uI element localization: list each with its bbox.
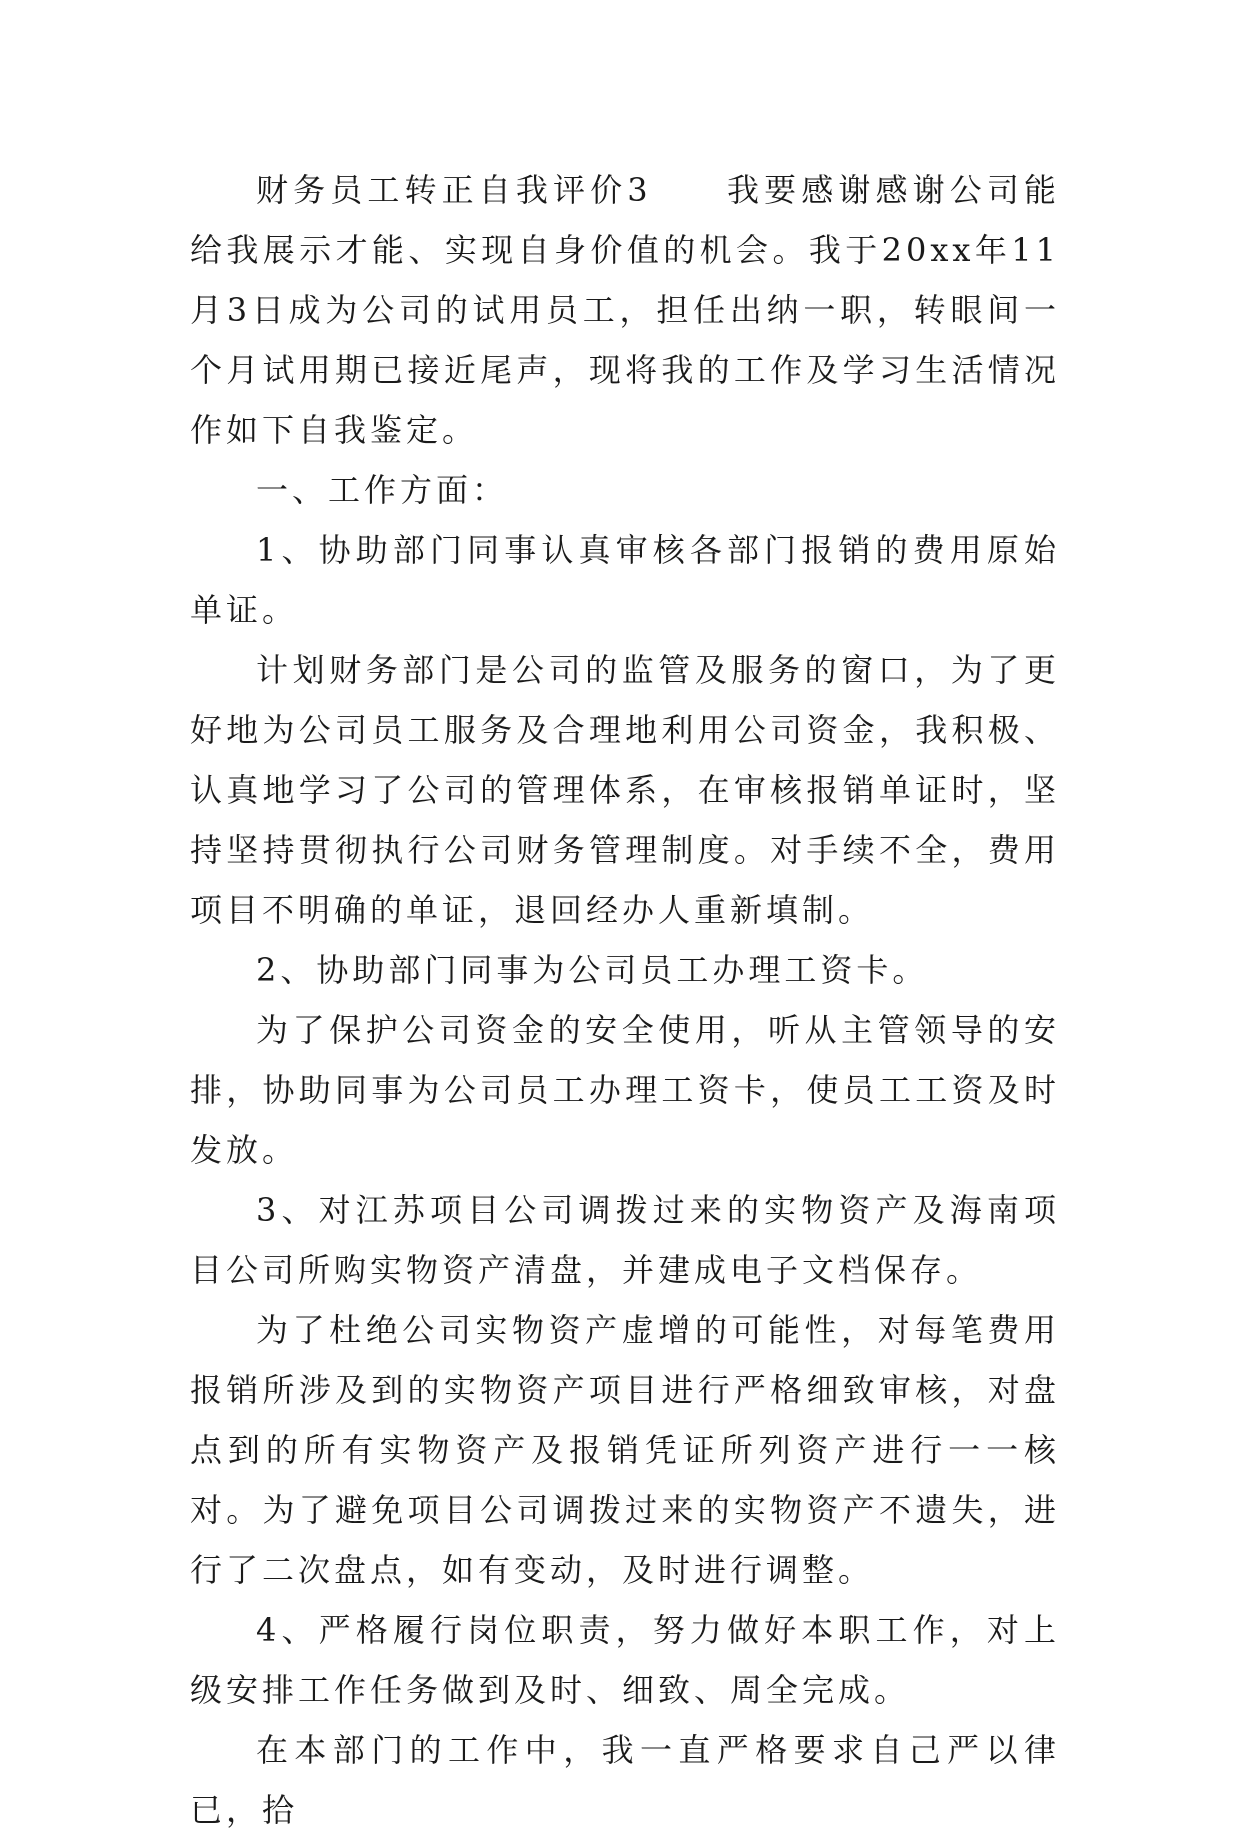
item-4-heading: 4、严格履行岗位职责，努力做好本职工作，对上级安排工作任务做到及时、细致、周全完成。 bbox=[190, 1611, 1060, 1709]
item-2-paragraph: 为了保护公司资金的安全使用，听从主管领导的安排，协助同事为公司员工办理工资卡，使员工工资及时发放。 bbox=[190, 1011, 1060, 1169]
item-3-paragraph: 为了杜绝公司实物资产虚增的可能性，对每笔费用报销所涉及到的实物资产项目进行严格细致审核，对盘点到的所有实物资产及报销凭证所列资产进行一一核对。为了避免项目公司调拨过来的实物资产不遗失，进行了二次盘点，如有变动，及时进行调整。 bbox=[190, 1311, 1060, 1589]
item-1-heading: 1、协助部门同事认真审核各部门报销的费用原始单证。 bbox=[190, 531, 1060, 629]
item-2-heading: 2、协助部门同事为公司员工办理工资卡。 bbox=[256, 951, 929, 989]
item-3-heading: 3、对江苏项目公司调拨过来的实物资产及海南项目公司所购实物资产清盘，并建成电子文档保存。 bbox=[190, 1191, 1060, 1289]
section-heading-work: 一、工作方面： bbox=[256, 471, 509, 509]
document-body bbox=[190, 160, 1060, 1840]
intro-paragraph: 财务员工转正自我评价3 我要感谢感谢公司能给我展示才能、实现自身价值的机会。我于20xx年11月3日成为公司的试用员工，担任出纳一职，转眼间一个月试用期已接近尾声，现将我的工作及学习生活情况作如下自我鉴定。 bbox=[190, 171, 1060, 449]
item-1-paragraph: 计划财务部门是公司的监管及服务的窗口，为了更好地为公司员工服务及合理地利用公司资金，我积极、认真地学习了公司的管理体系，在审核报销单证时，坚持坚持贯彻执行公司财务管理制度。对手续不全，费用项目不明确的单证，退回经办人重新填制。 bbox=[190, 651, 1060, 929]
closing-paragraph: 在本部门的工作中，我一直严格要求自己严以律已，拾 bbox=[190, 1731, 1060, 1829]
